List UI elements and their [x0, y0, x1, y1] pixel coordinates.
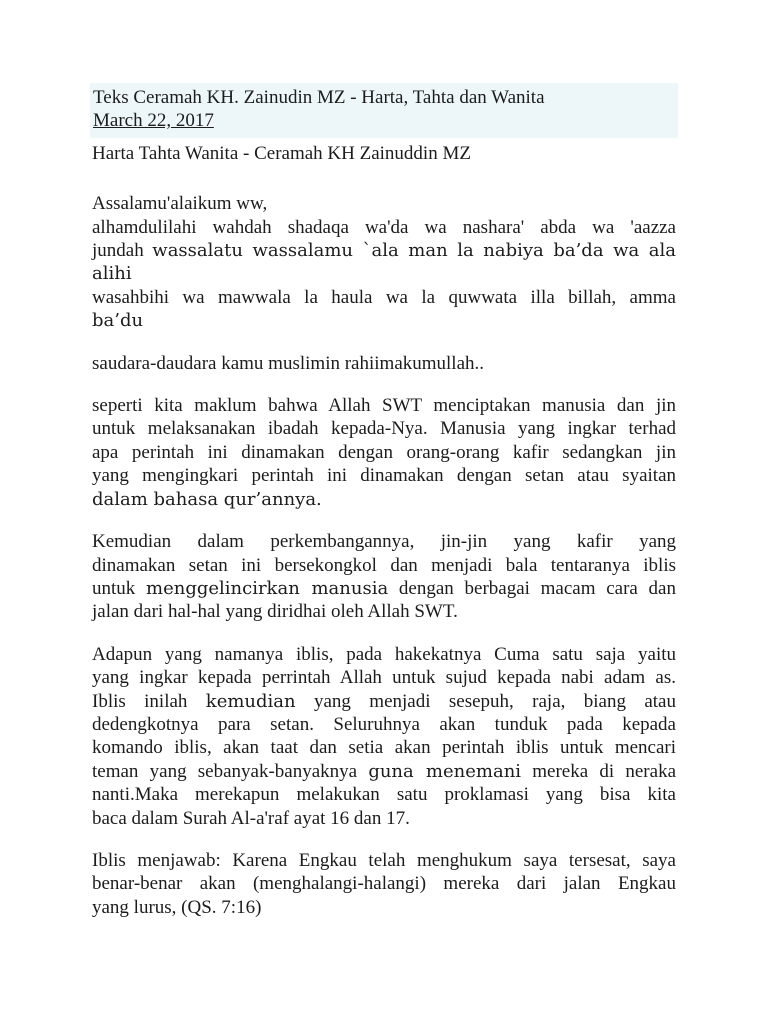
text-run-alt: ba’du — [92, 310, 144, 332]
text-run: benar-benar akan (menghalangi-halangi) mereka dari jalan Engkau — [92, 873, 676, 895]
page-title: Teks Ceramah KH. Zainudin MZ - Harta, Tahta dan Wanita — [93, 87, 545, 108]
text-run: mereka di neraka — [521, 760, 677, 782]
text-run: apa perintah ini dinamakan dengan orang-orang kafir sedangkan jin — [92, 441, 676, 463]
text-run: dengan berbagai macam cara dan — [388, 577, 676, 599]
text-run: Kemudian dalam perkembangannya, jin-jin yang kafir yang — [92, 531, 676, 553]
document-page — [92, 83, 676, 919]
paragraph — [92, 643, 676, 830]
text-line — [92, 713, 676, 736]
text-line — [92, 600, 676, 623]
text-run: baca dalam Surah Al-a'raf ayat 16 dan 17. — [92, 807, 410, 829]
text-line — [92, 783, 676, 806]
text-line — [92, 464, 676, 487]
text-run: yang ingkar kepada perrintah Allah untuk sujud kepada nabi adam as. — [92, 667, 676, 689]
text-line — [92, 192, 676, 215]
text-line — [92, 352, 676, 375]
text-line — [92, 488, 676, 511]
text-run: Adapun yang namanya iblis, pada hakekatnya Cuma satu saja yaitu — [92, 643, 676, 665]
text-run: Iblis inilah — [92, 690, 206, 712]
text-run-alt: wassalatu wassalamu `ala man la nabiya ba’da wa ala alihi — [92, 240, 676, 285]
text-run: dinamakan setan ini bersekongkol dan menjadi bala tentaranya iblis — [92, 554, 676, 576]
text-line — [92, 554, 676, 577]
text-run: nanti.Maka merekapun melakukan satu proklamasi yang bisa kita — [92, 784, 676, 806]
text-line — [92, 441, 676, 464]
paragraph — [92, 394, 676, 511]
text-line — [92, 216, 676, 239]
post-header-highlight — [90, 83, 678, 138]
text-run: komando iblis, akan taat dan setia akan perintah iblis untuk mencari — [92, 737, 676, 759]
post-subtitle: Harta Tahta Wanita - Ceramah KH Zainuddin MZ — [92, 142, 471, 164]
text-line — [92, 666, 676, 689]
text-run: wasahbihi wa mawwala la haula wa la quwwata illa billah, amma — [92, 286, 676, 308]
paragraph — [92, 352, 676, 375]
body-text — [92, 192, 676, 919]
paragraph — [92, 192, 676, 332]
text-line — [92, 643, 676, 666]
text-run: untuk melaksanakan ibadah kepada-Nya. Manusia yang ingkar terhad — [92, 418, 676, 440]
text-run-alt: guna menemani — [368, 760, 522, 782]
paragraph — [92, 530, 676, 624]
paragraph — [92, 849, 676, 919]
post-date-link[interactable]: March 22, 2017 — [93, 110, 214, 132]
post-date-line — [93, 109, 676, 132]
text-run: yang mengingkari perintah ini dinamakan dengan setan atau syaitan — [92, 465, 676, 487]
text-line — [92, 872, 676, 895]
text-line — [92, 849, 676, 872]
text-line — [92, 896, 676, 919]
text-line — [92, 760, 676, 783]
text-line — [92, 286, 676, 309]
text-line — [92, 736, 676, 759]
text-run: Iblis menjawab: Karena Engkau telah menghukum saya tersesat, saya — [92, 849, 676, 871]
text-run: Assalamu'alaikum ww, — [92, 193, 268, 215]
text-line — [92, 417, 676, 440]
text-run: dedengkotnya para setan. Seluruhnya akan tunduk pada kepada — [92, 713, 676, 735]
text-run: untuk — [92, 577, 146, 599]
text-run: seperti kita maklum bahwa Allah SWT menciptakan manusia dan jin — [92, 395, 676, 417]
text-line — [92, 239, 676, 286]
text-run: yang menjadi sesepuh, raja, biang atau — [295, 690, 676, 712]
text-line — [92, 690, 676, 713]
text-run: jalan dari hal-hal yang diridhai oleh Allah SWT. — [92, 601, 458, 623]
text-line — [92, 309, 676, 332]
text-line — [92, 807, 676, 830]
text-run-alt: kemudian — [205, 690, 296, 712]
text-run: jundah — [92, 240, 153, 262]
text-run-alt: menggelincirkan manusia — [146, 577, 389, 599]
text-run: yang lurus, (QS. 7:16) — [92, 896, 262, 918]
text-run: teman yang sebanyak-banyaknya — [92, 760, 369, 782]
text-line — [92, 577, 676, 600]
text-line — [92, 394, 676, 417]
text-run: alhamdulilahi wahdah shadaqa wa'da wa nashara' abda wa 'aazza — [92, 216, 676, 238]
text-run: saudara-daudara kamu muslimin rahiimakumullah.. — [92, 352, 485, 374]
text-run-alt: dalam bahasa qur’annya. — [92, 488, 322, 510]
text-line — [92, 530, 676, 553]
